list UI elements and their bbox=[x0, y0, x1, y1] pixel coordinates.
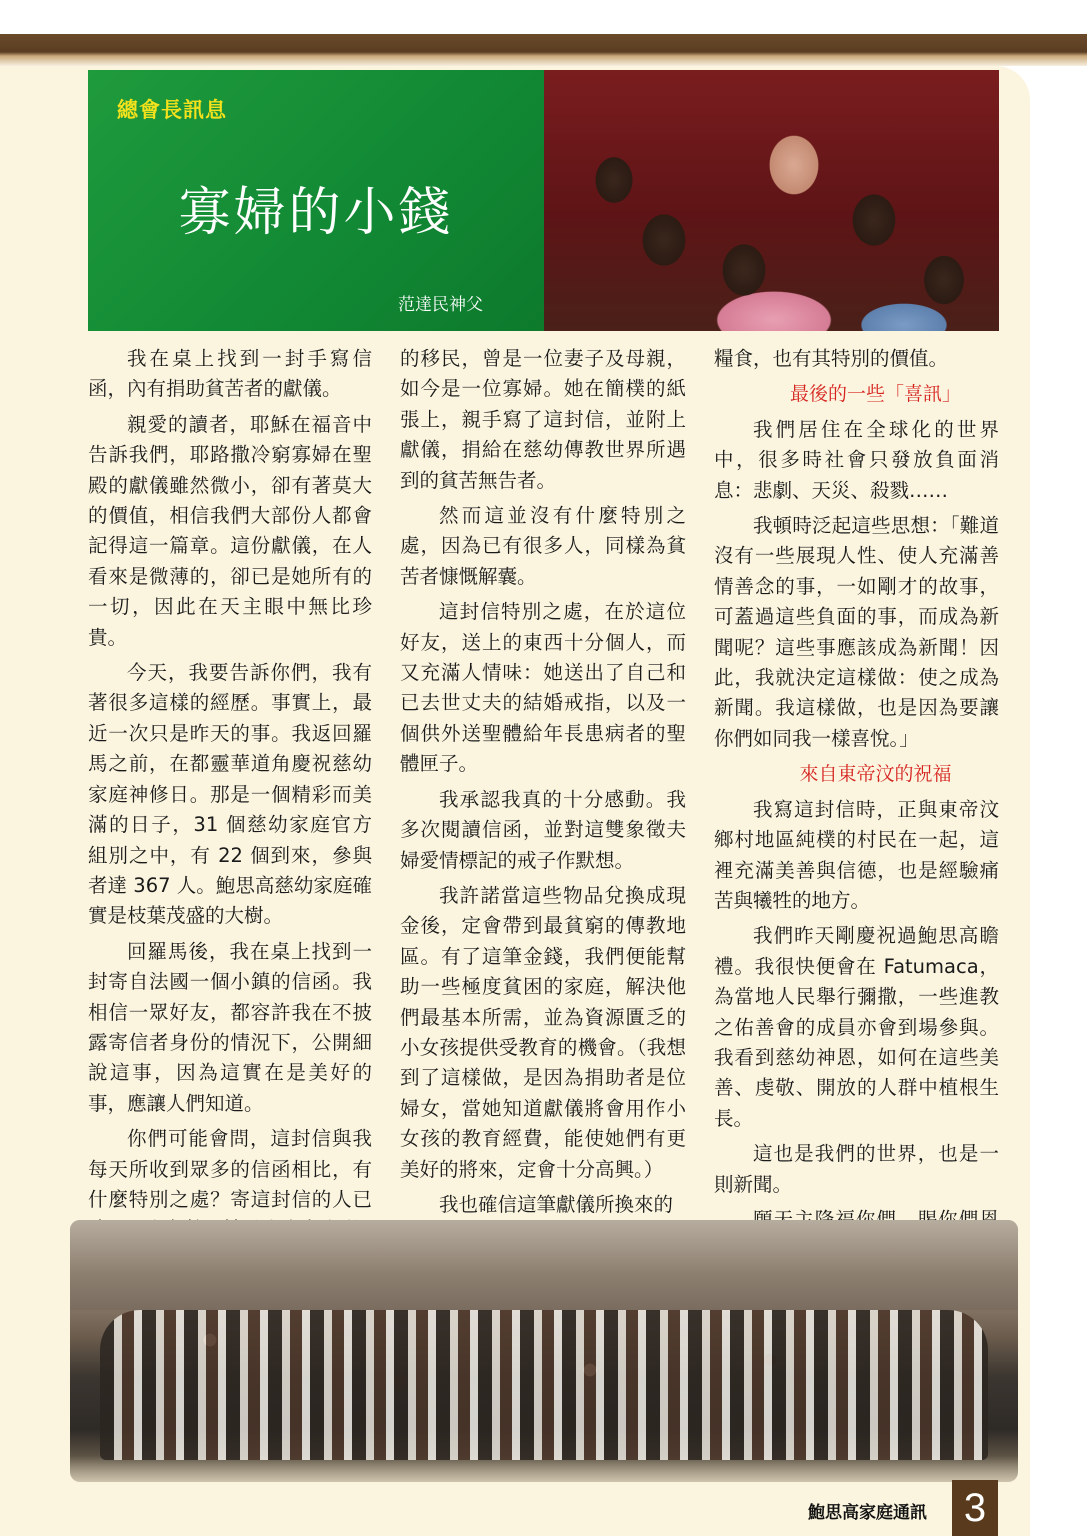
text-column-1 bbox=[88, 344, 372, 1251]
subheading: 來自東帝汶的祝福 bbox=[799, 763, 952, 786]
paragraph: 我們昨天剛慶祝過鮑思高瞻禮。我很快便會在 Fatumaca，為當地人民舉行彌撒，一些進教之佑善會的成員亦會到場參與。我看到慈幼神恩，如何在這些美善、虔敬、開放的人群中植根生長。 bbox=[714, 924, 999, 1130]
text-column-3 bbox=[714, 344, 999, 1271]
paragraph: 糧食，也有其特別的價值。 bbox=[714, 347, 949, 370]
top-decorative-bar bbox=[0, 0, 1087, 66]
paragraph: 我在桌上找到一封手寫信函，內有捐助貧苦者的獻儀。 bbox=[88, 347, 372, 401]
paragraph: 我頓時泛起這些思想：「難道沒有一些展現人性、使人充滿善情善念的事，一如剛才的故事，可蓋過這些負面的事，而成為新聞呢？這些事應該成為新聞！因此，我就決定這樣做：使之成為新聞。我這樣做，也是因為要讓你們如同我一樣喜悅。」 bbox=[714, 514, 999, 750]
publication-name: 鮑思高家庭通訊 bbox=[808, 1503, 927, 1523]
subheading: 最後的一些「喜訊」 bbox=[789, 383, 961, 406]
paragraph: 然而這並沒有什麼特別之處，因為已有很多人，同樣為貧苦者慷慨解囊。 bbox=[400, 504, 686, 588]
paragraph: 我許諾當這些物品兌換成現金後，定會帶到最貧窮的傳教地區。有了這筆金錢，我們便能幫助一些極度貧困的家庭，解決他們最基本所需，並為資源匱乏的小女孩提供受教育的機會。（我想到了這樣做，是因為捐助者是位婦女，當她知道獻儀將會用作小女孩的教育經費，能使她們有更美好的將來，定會十分高興。） bbox=[400, 883, 686, 1181]
author-name: 范達民神父 bbox=[398, 295, 483, 315]
group-photo-crowd bbox=[100, 1310, 988, 1460]
paragraph: 這也是我們的世界，也是一則新聞。 bbox=[714, 1142, 999, 1196]
paragraph: 今天，我要告訴你們，我有著很多這樣的經歷。事實上，最近一次只是昨天的事。我返回羅馬之前，在都靈華道角慶祝慈幼家庭神修日。那是一個精彩而美滿的日子，31 個慈幼家庭官方組別之中，有 22 個到來，參與者達 367 人。鮑思高慈幼家庭確實是枝葉茂盛的大樹。 bbox=[88, 661, 372, 928]
group-photo-background bbox=[70, 1220, 1018, 1310]
paragraph: 我承認我真的十分感動。我多次閱讀信函，並對這雙象徵夫婦愛情標記的戒子作默想。 bbox=[400, 787, 686, 872]
page-number: 3 bbox=[952, 1480, 998, 1536]
section-label: 總會長訊息 bbox=[117, 98, 227, 122]
paragraph: 我也確信這筆獻儀所換來的 bbox=[439, 1192, 674, 1216]
group-photo bbox=[70, 1220, 1018, 1482]
paragraph: 親愛的讀者，耶穌在福音中告訴我們，耶路撒冷窮寡婦在聖殿的獻儀雖然微小，卻有著莫大的價值，相信我們大部份人都會記得這一篇章。這份獻儀，在人看來是微薄的，卻已是她所有的一切，因此在天主眼中無比珍貴。 bbox=[88, 412, 372, 649]
text-column-2 bbox=[400, 344, 686, 1225]
paragraph: 我們居住在全球化的世界中，很多時社會只發放負面消息：悲劇、天災、殺戮…… bbox=[714, 417, 999, 502]
paragraph: 的移民，曾是一位妻子及母親，如今是一位寡婦。她在簡樸的紙張上，親手寫了這封信，並附上獻儀，捐給在慈幼傳教世界所遇到的貧苦無告者。 bbox=[400, 347, 686, 492]
hero-photo-children bbox=[544, 70, 999, 331]
paragraph: 我寫這封信時，正與東帝汶鄉村地區純樸的村民在一起，這裡充滿美善與信德，也是經驗痛苦與犧牲的地方。 bbox=[714, 797, 999, 912]
paragraph: 你們可能會問，這封信與我每天所收到眾多的信函相比，有什麼特別之處？寄這封信的人已 bbox=[88, 1127, 372, 1211]
paragraph: 回羅馬後，我在桌上找到一封寄自法國一個小鎮的信函。我相信一眾好友，都容許我在不披露寄信者身份的情況下，公開細說這事，因為這實在是美好的事，應讓人們知道。 bbox=[88, 939, 372, 1115]
article-title: 寡婦的小錢 bbox=[178, 183, 454, 243]
paragraph: 這封信特別之處，在於這位好友，送上的東西十分個人，而又充滿人情味：她送出了自己和已去世丈夫的結婚戒指，以及一個供外送聖體給年長患病者的聖體匣子。 bbox=[400, 600, 686, 776]
